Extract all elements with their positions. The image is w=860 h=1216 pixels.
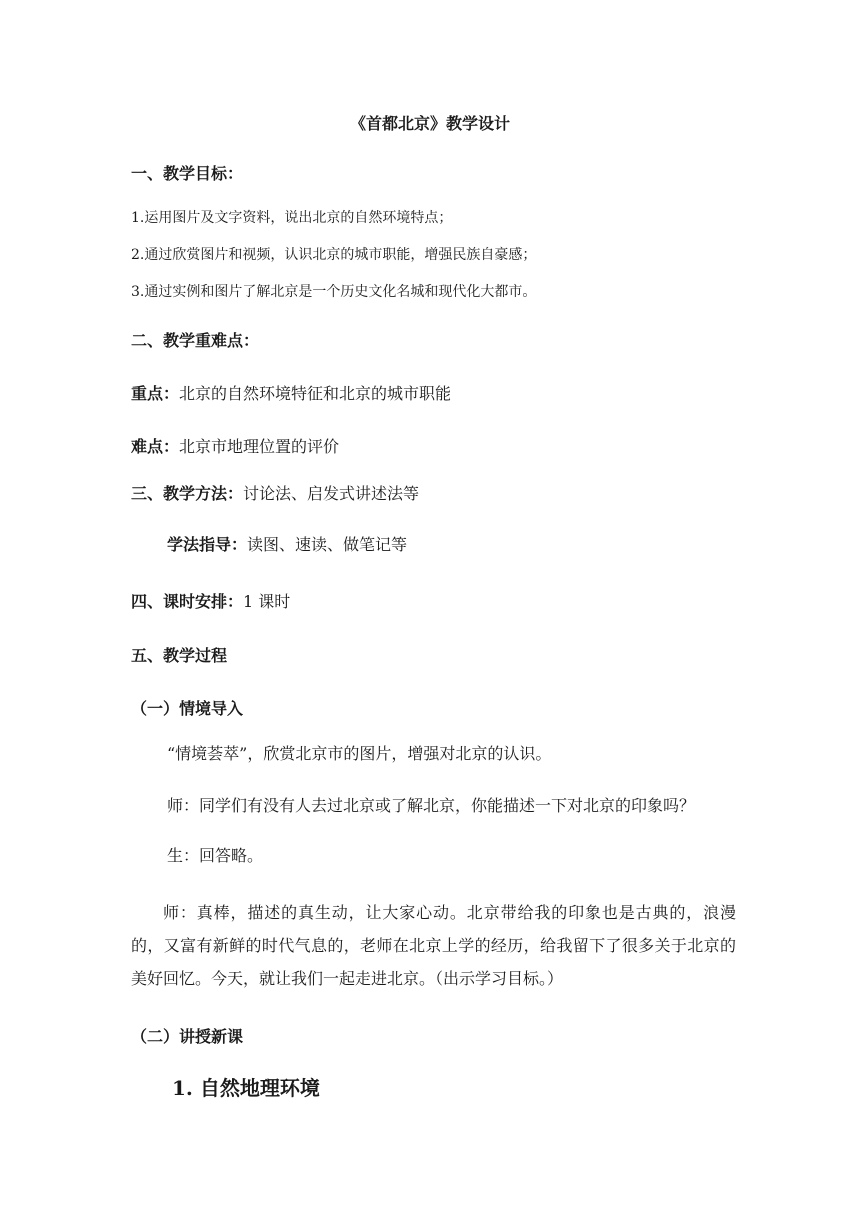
section-heading-objectives: 一、教学目标：	[131, 164, 244, 183]
difficult-point-label: 难点：	[131, 437, 180, 456]
intro-paragraph: 师：真棒，描述的真生动，让大家心动。北京带给我的印象也是古典的，浪漫的，又富有新鲜的时代气息的，老师在北京上学的经历，给我留下了很多关于北京的美好回忆。今天，就让我们一起走进北京。（出示学习目标。）	[131, 903, 736, 988]
intro-line-1: “情境荟萃”，欣赏北京市的图片，增强对北京的认识。	[167, 744, 552, 763]
difficult-point-text: 北京市地理位置的评价	[179, 437, 340, 456]
objective-item-2: 2.通过欣赏图片和视频，认识北京的城市职能，增强民族自豪感；	[131, 247, 537, 263]
intro-line-3: 生：回答略。	[167, 846, 264, 865]
section-heading-methods: 三、教学方法：	[131, 484, 244, 503]
key-point-text: 北京的自然环境特征和北京的城市职能	[179, 384, 452, 403]
key-point-label: 重点：	[131, 384, 180, 403]
section-heading-process: 五、教学过程	[131, 646, 228, 665]
key-point-line	[131, 386, 451, 402]
study-method-line	[167, 537, 407, 553]
objective-item-1: 1.运用图片及文字资料，说出北京的自然环境特点；	[131, 210, 453, 226]
study-method-label: 学法指导：	[167, 535, 248, 554]
section-heading-schedule: 四、课时安排：	[131, 592, 244, 611]
schedule-text: 1 课时	[243, 592, 291, 611]
topic-heading-natural-environment: 1. 自然地理环境	[172, 1076, 320, 1100]
document-title: 《首都北京》教学设计	[349, 114, 510, 133]
objective-item-3: 3.通过实例和图片了解北京是一个历史文化名城和现代化大都市。	[131, 284, 537, 300]
study-method-text: 读图、速读、做笔记等	[247, 535, 408, 554]
subsection-heading-intro: （一）情境导入	[131, 699, 244, 718]
methods-text: 讨论法、启发式讲述法等	[243, 484, 420, 503]
subsection-heading-new-lesson: （二）讲授新课	[131, 1027, 244, 1046]
schedule-line	[131, 594, 290, 610]
intro-line-2: 师：同学们有没有人去过北京或了解北京，你能描述一下对北京的印象吗？	[167, 796, 696, 815]
difficult-point-line	[131, 439, 339, 455]
methods-line	[131, 486, 419, 502]
section-heading-key-difficult: 二、教学重难点：	[131, 331, 260, 350]
